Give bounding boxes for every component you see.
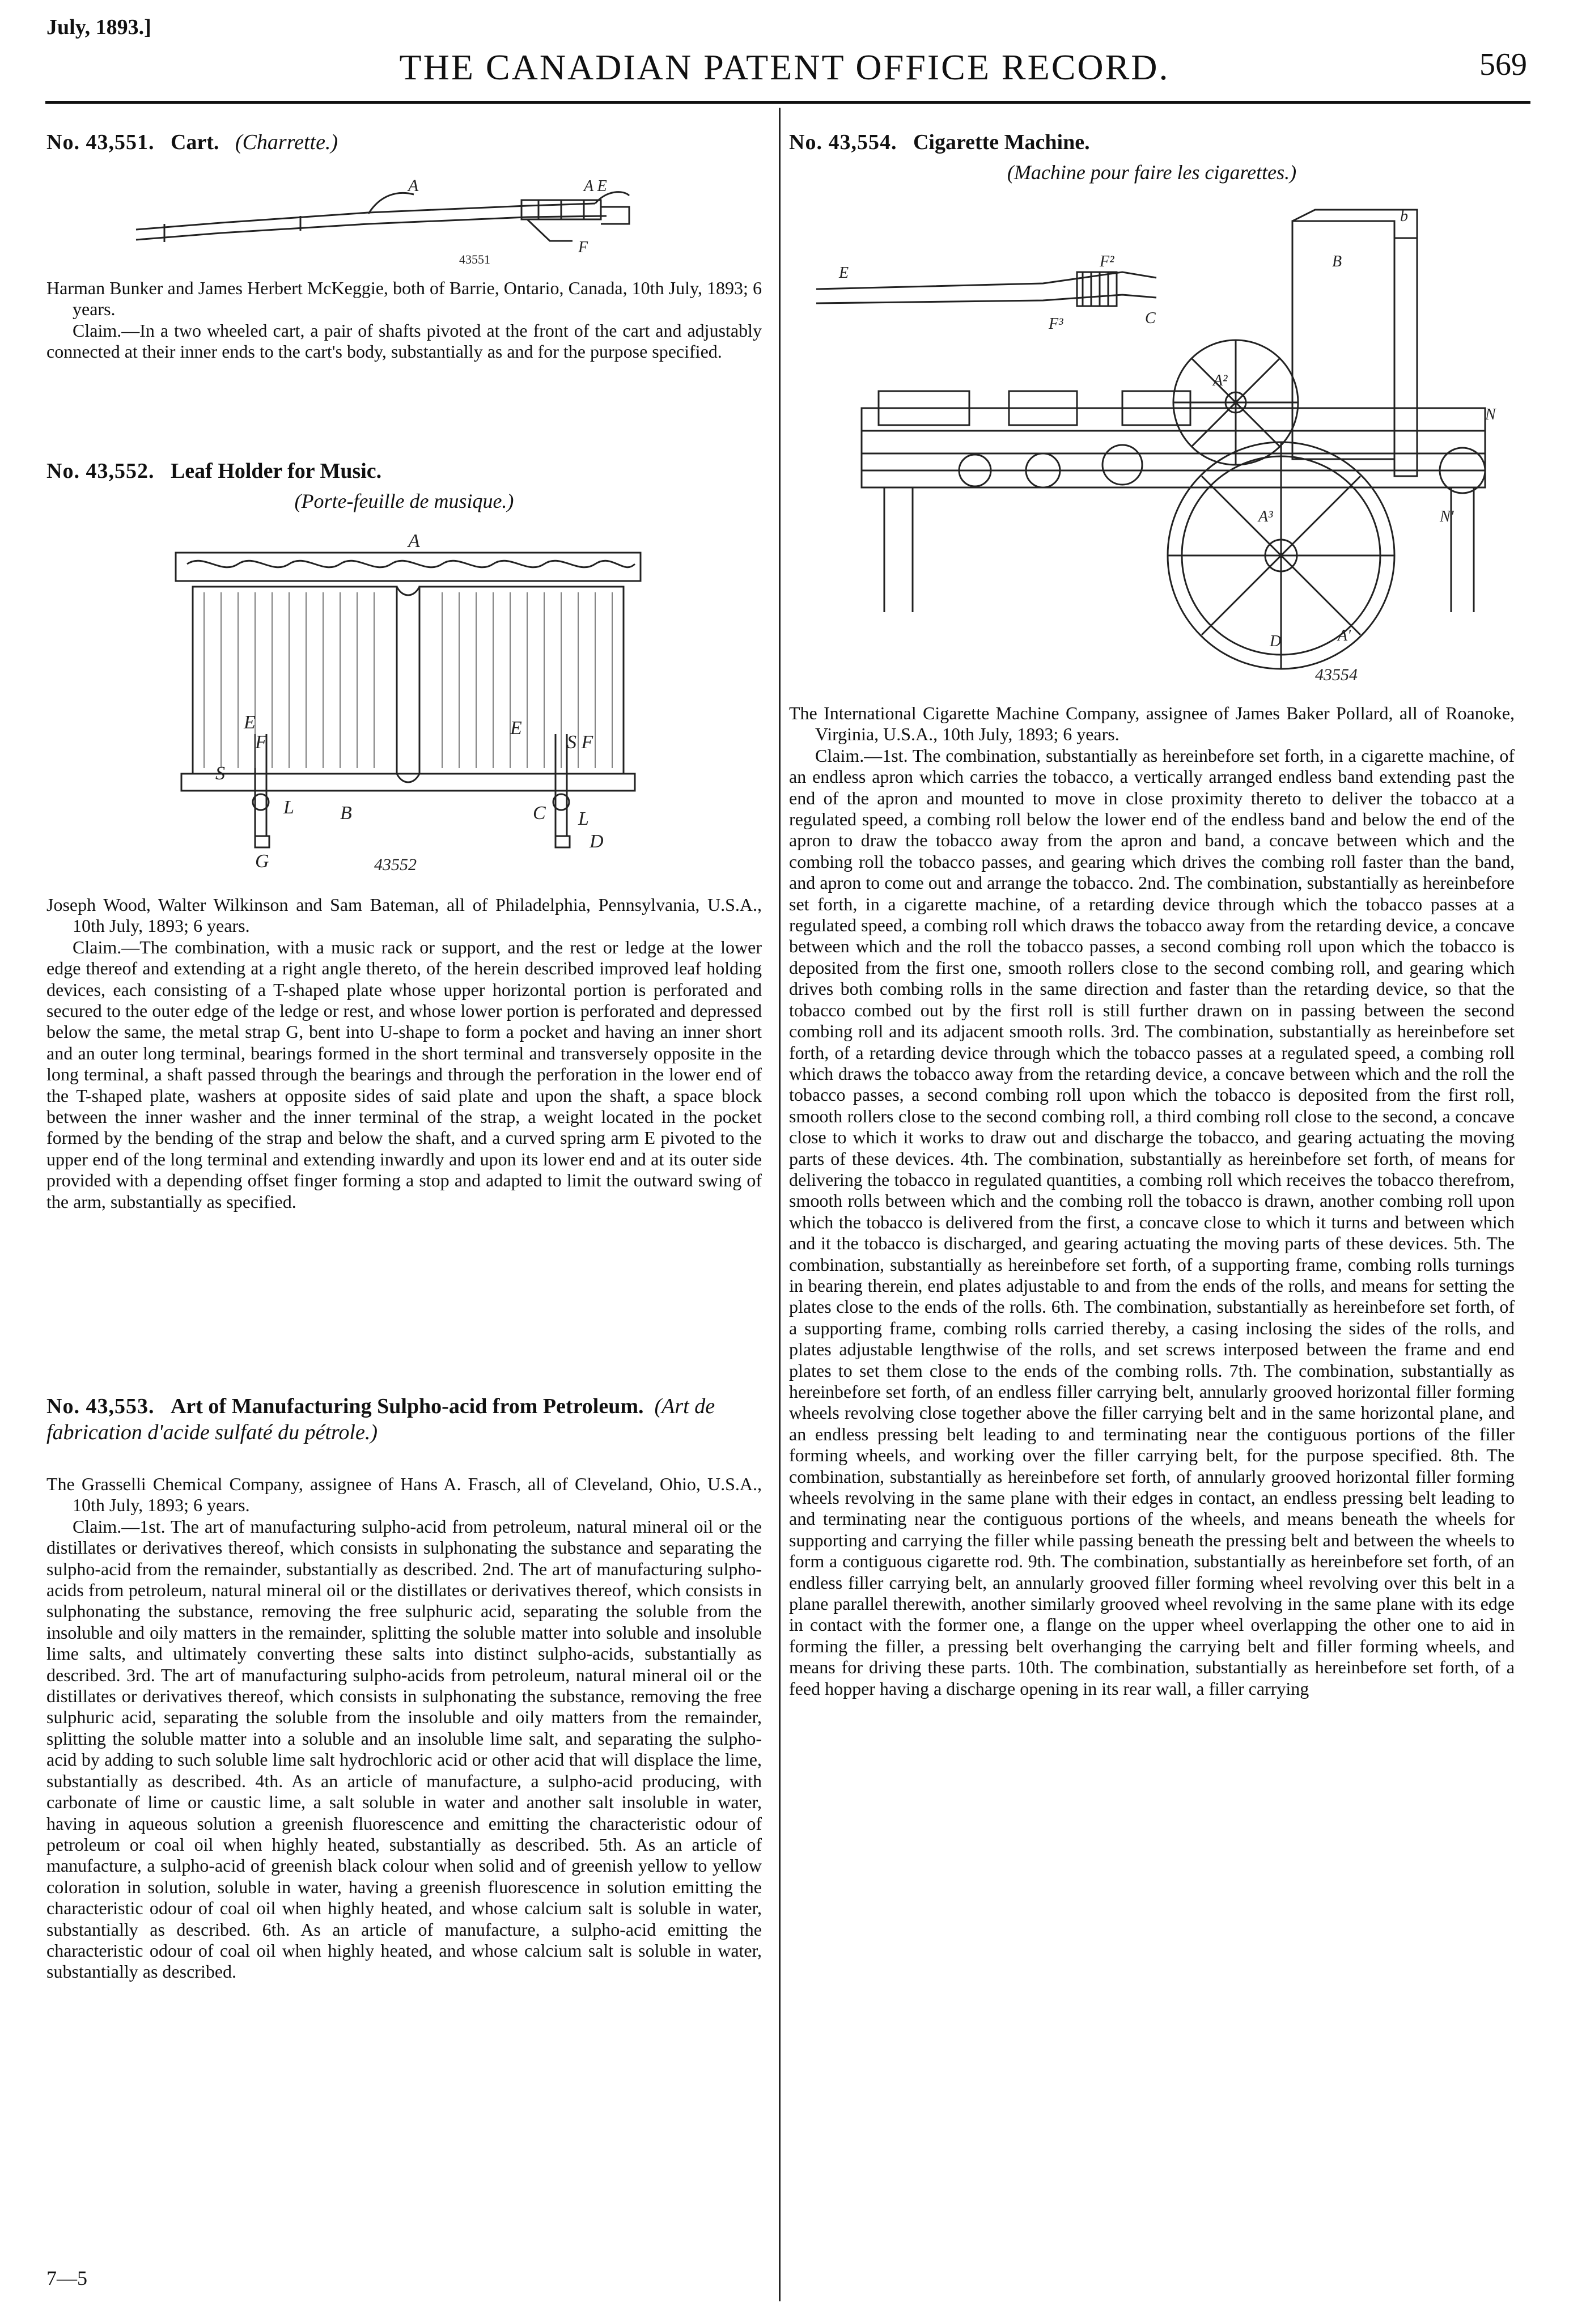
claim-text: Claim.—The combination, with a music rack or support, and the rest or ledge at the lower edge thereof and extending at a right angle thereto, of the herein described improved leaf holding devices, each consisting of a T-shaped plate whose upper horizontal portion is perforated and secured to the outer edge of the ledge or rest, and whose lower portion is perforated and depressed below the same, the metal strap G, bent into U-shape to form a pocket and having an inner short and an outer long terminal, bearings formed in the short terminal and transversely opposite in the long terminal, a shaft passed through the bearings and through the perforation in the lower end of the T-shaped plate, washers at opposite sides of said plate and upon the shaft, a space block between the inner washer and the inner terminal of the strap, a weight located in the pocket formed by the bending of the strap and below the shaft, and a curved spring arm E pivoted to the upper end of the long terminal and extending inwardly and upon its lower end and at its outer side provided with a depending offset finger forming a stop and adapted to limit the outward swing of the arm, substantially as specified. <box>46 936 762 1212</box>
svg-text:A²: A² <box>1213 372 1228 389</box>
column-divider <box>779 108 781 2301</box>
patentee-text: The Grasselli Chemical Company, assignee of Hans A. Frasch, all of Cleveland, Ohio, U.S.A., 10th July, 1893; 6 years. <box>46 1474 762 1516</box>
svg-text:B: B <box>340 803 352 824</box>
patent-43554-heading <box>789 129 1515 155</box>
patent-43552-heading <box>46 458 762 484</box>
svg-text:C: C <box>1145 309 1156 327</box>
patentee-text: Joseph Wood, Walter Wilkinson and Sam Bateman, all of Philadelphia, Pennsylvania, U.S.A., 10th July, 1893; 6 years. <box>46 894 762 936</box>
page-number: 569 <box>1479 47 1527 82</box>
header-rule <box>45 101 1530 104</box>
patent-43551-body <box>46 278 762 363</box>
patentee-text: The International Cigarette Machine Company, assignee of James Baker Pollard, all of Roanoke, Virginia, U.S.A., 10th July, 1893; 6 years. <box>789 703 1515 745</box>
cigarette-machine-figure <box>805 204 1496 692</box>
svg-text:E: E <box>510 718 522 739</box>
patent-french-title: (Art de fabrication d'acide sulfaté du pétrole.) <box>46 1394 715 1444</box>
svg-text:D: D <box>1270 633 1282 650</box>
svg-text:A: A <box>408 179 419 195</box>
patent-number: No. 43,552. <box>46 459 155 483</box>
patent-43552-french: (Porte-feuille de musique.) <box>294 490 514 512</box>
patent-french-title: (Charrette.) <box>235 130 338 154</box>
patent-number: No. 43,553. <box>46 1394 155 1418</box>
claim-text: Claim.—1st. The art of manufacturing sulpho-acid from petroleum, natural mineral oil or the distillates or derivatives thereof, which consists in sulphonating the substance and separating the sulpho-acid from the remainder, substantially as described. 2nd. The art of manufacturing sulpho-acids from petroleum, natural mineral oil or the distillates or derivatives thereof, which consists in sulphonating the substance, removing the free sulphuric acid, separating the soluble from the insoluble and oily matters in the remainder, splitting the soluble matter into soluble and insoluble lime salts, and ultimately converting these salts into distinct sulpho-acids, substantially as described. 3rd. The art of manufacturing sulpho-acids from petroleum, natural mineral oil or the distillates or derivatives thereof, which consists in sulphonating the substance, removing the free sulphuric acid, separating the soluble from the insoluble and oily matters from the remainder, splitting the soluble matter into a soluble and an insoluble lime salt, and separating the sulpho-acid by adding to such soluble lime salt hydrochloric acid or other acid that will displace the lime, substantially as described. 4th. As an article of manufacture, a sulpho-acid producing, with carbonate of lime or caustic lime, a salt soluble in water and another salt insoluble in water, having in aqueous solution a greenish fluorescence and emitting the characteristic odour of petroleum or coal oil when highly heated, substantially as described. 5th. As an article of manufacture, a sulpho-acid of greenish black colour when solid and of greenish yellow to yellow coloration in solution, soluble in water, having a greenish fluorescence in solution emitting the characteristic odour of coal oil when highly heated, and whose calcium salt is soluble in water, substantially as described. 6th. As an article of manufacture, a sulpho-acid emitting the characteristic odour of coal oil when highly heated, and whose calcium salt is soluble in water, substantially as described. <box>46 1516 762 1982</box>
patent-title: Art of Manufacturing Sulpho-acid from Petroleum. <box>170 1394 644 1418</box>
svg-text:A E: A E <box>584 179 607 195</box>
patent-43551-heading <box>46 129 762 155</box>
figure-number: 43554 <box>1315 665 1358 684</box>
svg-text:S: S <box>215 763 225 784</box>
svg-text:F: F <box>578 239 588 256</box>
patent-title: Cart. <box>170 130 219 154</box>
patent-43554-body <box>789 703 1515 1699</box>
figure-number: 43552 <box>374 855 417 874</box>
claim-text: Claim.—In a two wheeled cart, a pair of shafts pivoted at the front of the cart and adjustably connected at their inner ends to the cart's body, substantially as and for the purpose specified. <box>46 320 762 362</box>
claim-text: Claim.—1st. The combination, substantially as hereinbefore set forth, in a cigarette machine, of an endless apron which carries the tobacco, a vertically arranged endless band extending past the end of the apron and mounted to move in close proximity thereto to deliver the tobacco at a regulated speed, a combing roll below the lower end of the endless band and below the end of the apron to draw the tobacco away from the apron and band, a concave between which and the combing roll the tobacco passes, and gearing which drives the combing roll faster than the band, and apron to come out and arrange the tobacco. 2nd. The combination, substantially as hereinbefore set forth, in a cigarette machine, of a retarding device through which the tobacco passes at a regulated speed, a combing roll which draws the tobacco away from the retarding device, a concave between which and the roll the tobacco passes, a second combing roll upon which the tobacco is deposited from the first one, smooth rollers close to the second combing roll, and gearing which drives both combing rolls in the same direction and faster than the retarding device, so that the tobacco combed out by the first roll is still further drawn on in passing between the second combing roll and its adjacent smooth rolls. 3rd. The combination, substantially as hereinbefore set forth, of a retarding device through which the tobacco passes at a regulated speed, a combing roll which draws the tobacco away from the retarding device, a concave between which and the roll the tobacco passes, a second combing roll upon which the tobacco is deposited from the first roll, smooth rollers close to the second combing roll, a third combing roll close to the second, a concave close to which it works to draw out and discharge the tobacco, and gearing actuating the moving parts of these devices. 4th. The combination, substantially as hereinbefore set forth, of means for delivering the tobacco in regulated quantities, a combing roll which receives the tobacco therefrom, smooth rolls between which and the combing roll the tobacco is drawn, another combing roll upon which the tobacco is delivered from the first, a concave close to which it turns and between which and it the tobacco is discharged, and gearing actuating the moving parts of these devices. 5th. The combination, substantially as hereinbefore set forth, of a supporting frame, combing rolls turnings in bearing therein, end plates adjustable to and from the ends of the rolls, and means for setting the plates close to the ends of the rolls. 6th. The combination, substantially as hereinbefore set forth, of a supporting frame, combing rolls carried thereby, a casing inclosing the sides of the rolls, and plates adjustable lengthwise of the rolls, and set screws interposed between the frame and end plates to set them close to the ends of the combing rolls. 7th. The combination, substantially as hereinbefore set forth, of an endless filler carrying belt, annularly grooved horizontal filler forming wheels revolving close together above the filler carrying belt and in the same horizontal plane, and an endless pressing belt leading to and terminating near the contiguous portions of the filler forming wheels, and working over the filler carrying belt, for the purpose specified. 8th. The combination, substantially as hereinbefore set forth, of annularly grooved horizontal filler forming wheels revolving in the same plane with their edges in contact, an endless pressing belt leading to and terminating near the contiguous portions of the wheels, and means beneath the wheels for supporting and carrying the filler while passing beneath the pressing belt and between the wheels to form a contiguous cigarette rod. 9th. The combination, substantially as hereinbefore set forth, of an endless filler carrying belt, an annularly grooved filler forming wheel revolving over this belt in a plane parallel therewith, another similarly grooved wheel revolving in the same plane with its edge in contact with the former one, a flange on the upper wheel overlapping the other one to aid in forming the filler, a pressing belt overhanging the carrying belt and filler forming wheels, and means for driving these parts. 10th. The combination, substantially as hereinbefore set forth, of a feed hopper having a discharge opening in its rear wall, a filler carrying <box>789 745 1515 1699</box>
svg-text:b: b <box>1400 207 1408 225</box>
svg-text:G: G <box>255 851 269 872</box>
patentee-text: Harman Bunker and James Herbert McKeggie, both of Barrie, Ontario, Canada, 10th July, 1893; 6 years. <box>46 278 762 320</box>
music-leaf-holder-figure <box>170 530 646 881</box>
svg-text:F: F <box>255 732 267 753</box>
svg-text:N': N' <box>1440 508 1454 525</box>
patent-title: Leaf Holder for Music. <box>170 459 382 483</box>
svg-text:L: L <box>578 808 589 829</box>
svg-text:A': A' <box>1338 627 1351 644</box>
issue-date: July, 1893.] <box>46 15 151 39</box>
publication-title: THE CANADIAN PATENT OFFICE RECORD. <box>399 47 1170 87</box>
svg-text:A: A <box>408 531 420 552</box>
cart-figure <box>130 179 641 269</box>
patent-43553-body <box>46 1474 762 1983</box>
svg-text:E: E <box>244 712 256 733</box>
svg-text:S F: S F <box>567 732 593 753</box>
patent-title: Cigarette Machine. <box>913 130 1090 154</box>
patent-43552-body <box>46 894 762 1212</box>
svg-text:D: D <box>590 831 604 852</box>
svg-text:B: B <box>1332 253 1342 270</box>
patent-number: No. 43,551. <box>46 130 155 154</box>
svg-text:N: N <box>1485 406 1496 423</box>
figure-number: 43551 <box>459 252 490 266</box>
signature-mark: 7—5 <box>46 2267 87 2289</box>
patent-43554-french: (Machine pour faire les cigarettes.) <box>1007 161 1297 184</box>
svg-text:F²: F² <box>1100 253 1114 270</box>
svg-text:C: C <box>533 803 546 824</box>
svg-text:A³: A³ <box>1258 508 1273 525</box>
patent-43553-heading <box>46 1393 762 1445</box>
svg-text:L: L <box>283 797 294 818</box>
patent-number: No. 43,554. <box>789 130 897 154</box>
svg-text:F³: F³ <box>1049 315 1063 333</box>
svg-text:E: E <box>839 264 849 282</box>
